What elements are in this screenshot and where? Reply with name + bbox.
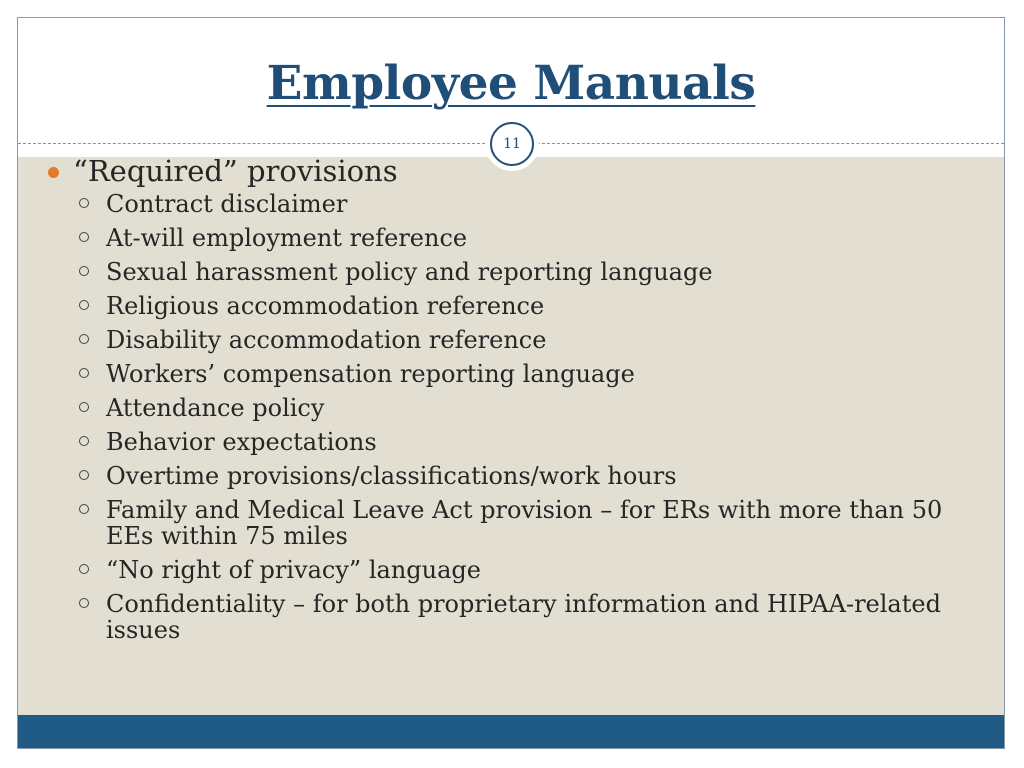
list-item: Disability accommodation reference (77, 327, 984, 353)
ring-bullet-icon (79, 334, 89, 344)
ring-bullet-icon (79, 470, 89, 480)
main-bullet: “Required” provisions (45, 153, 984, 189)
list-item: Sexual harassment policy and reporting language (77, 259, 984, 285)
sub-bullet-list (77, 191, 984, 643)
page-number-badge (485, 117, 539, 171)
list-item: Family and Medical Leave Act provision – for ERs with more than 50 EEs within 75 miles (77, 497, 984, 549)
slide-title: Employee Manuals (266, 56, 756, 111)
ring-bullet-icon (79, 266, 89, 276)
list-item: Workers’ compensation reporting language (77, 361, 984, 387)
ring-bullet-icon (79, 232, 89, 242)
ring-bullet-icon (79, 504, 89, 514)
ring-bullet-icon (79, 564, 89, 574)
ring-bullet-icon (79, 598, 89, 608)
page-number: 11 (490, 122, 534, 166)
ring-bullet-icon (79, 198, 89, 208)
list-item: Religious accommodation reference (77, 293, 984, 319)
ring-bullet-icon (79, 300, 89, 310)
list-item: Contract disclaimer (77, 191, 984, 217)
footer-bar (18, 715, 1004, 748)
list-item: Confidentiality – for both proprietary information and HIPAA-related issues (77, 591, 984, 643)
ring-bullet-icon (79, 436, 89, 446)
list-item: Overtime provisions/classifications/work hours (77, 463, 984, 489)
bullet-dot-icon (48, 167, 59, 178)
ring-bullet-icon (79, 368, 89, 378)
bullet-list (45, 153, 984, 651)
list-item: “No right of privacy” language (77, 557, 984, 583)
list-item: Attendance policy (77, 395, 984, 421)
list-item: Behavior expectations (77, 429, 984, 455)
ring-bullet-icon (79, 402, 89, 412)
list-item: At-will employment reference (77, 225, 984, 251)
